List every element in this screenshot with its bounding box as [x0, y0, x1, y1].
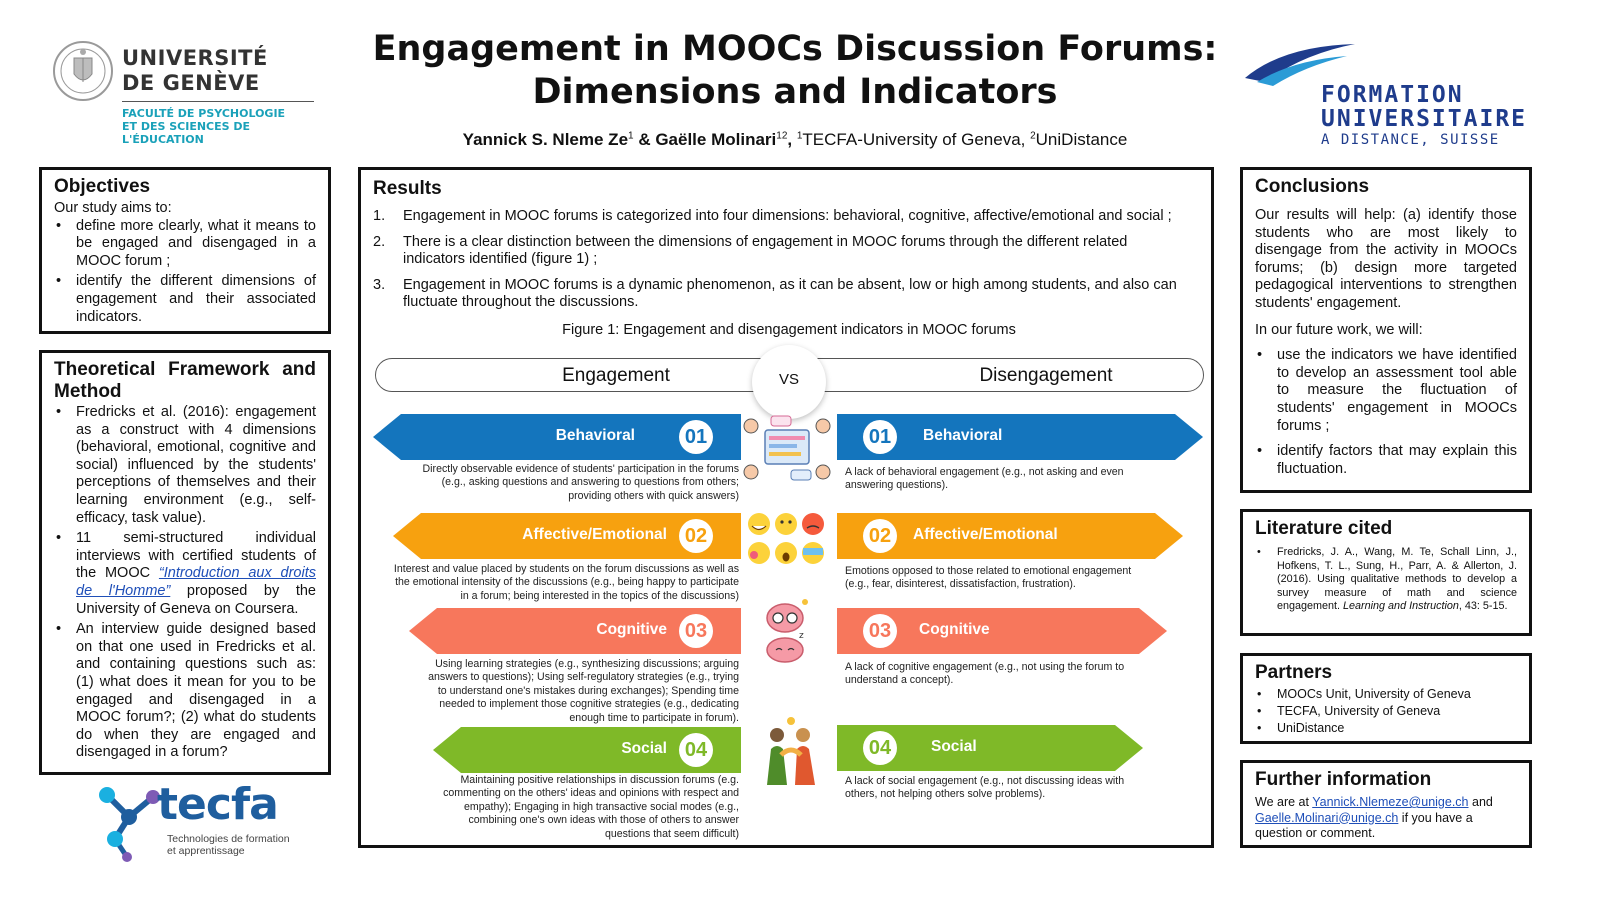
theory-item: • An interview guide designed based on that one used in Fredricks et al. and containing questions such as: (1) what does it mean for you to be engaged and disengaged in a MOOC forum?; (2) what do students do when they are engaged and disengaged in a forum?	[54, 621, 316, 762]
partners-heading: Partners	[1255, 662, 1333, 683]
fuds-line1: FORMATION	[1321, 82, 1464, 108]
further-info-text	[1255, 795, 1517, 842]
unige-logo	[52, 40, 322, 146]
reference-journal: Learning and Instruction	[1343, 600, 1459, 613]
affiliation-2: UniDistance	[1035, 130, 1128, 149]
theory-panel	[39, 350, 331, 775]
disengagement-desc-social: A lack of social engagement (e.g., not discussing ideas with others, not helping others solve problems).	[845, 775, 1125, 801]
engagement-banner-behavioral	[373, 414, 741, 460]
dimension-label: Social	[621, 740, 667, 757]
brain-icon	[763, 598, 811, 664]
result-text: Engagement in MOOC forums is categorized into four dimensions: behavioral, cognitive, affective/emotional and social ;	[403, 208, 1172, 224]
unige-name-line2: DE GENÈVE	[122, 71, 260, 95]
dimension-label: Behavioral	[555, 427, 635, 444]
result-item	[373, 208, 1193, 226]
literature-list	[1255, 546, 1517, 614]
author-2-affiliation: 12	[776, 130, 788, 142]
theory-heading: Theoretical Framework and Method	[54, 359, 316, 402]
author-1: Yannick S. Nleme Ze	[462, 130, 629, 149]
figure-caption: Figure 1: Engagement and disengagement indicators in MOOC forums	[562, 322, 1016, 338]
tecfa-logo	[95, 779, 295, 863]
svg-text:z: z	[799, 631, 804, 641]
author-separator: &	[633, 130, 656, 149]
objectives-panel	[39, 167, 331, 334]
vs-badge: VS	[752, 345, 826, 419]
disengagement-banner-cognitive	[837, 608, 1167, 654]
dimension-number: 03	[863, 614, 897, 648]
theory-item2-text: 11 semi-structured individual interviews with certified students of the MOOC	[76, 530, 316, 582]
poster-title-line1: Engagement in MOOCs Discussion Forums:	[372, 29, 1218, 69]
disengagement-desc-behavioral: A lack of behavioral engagement (e.g., not asking and even answering questions).	[845, 466, 1124, 492]
tecfa-subtitle-line2: et apprentissage	[167, 845, 245, 857]
fuds-line3: A DISTANCE, SUISSE	[1321, 132, 1500, 148]
unige-divider	[122, 101, 314, 102]
engagement-banner-social	[433, 727, 741, 773]
theory-item2-tail: proposed by the University of Geneva on Coursera.	[76, 582, 316, 617]
result-item	[373, 277, 1193, 312]
engagement-banner-cognitive	[409, 608, 741, 654]
affiliation-2-marker: 2	[1030, 130, 1036, 142]
engagement-desc-affective: Interest and value placed by students on the forum discussions as well as the emotional intensity of the discussions (e.g., being happy to participate in a forum; being interested in the topics of the discussions)	[393, 563, 739, 602]
dimension-number: 03	[679, 614, 713, 648]
dimension-label: Affective/Emotional	[913, 526, 1058, 543]
dimension-number: 02	[679, 519, 713, 553]
conclusion-item: • use the indicators we have identified to develop an assessment tool able to measure the fluctuation of students' engagement in MOOCs forums ;	[1255, 347, 1517, 435]
poster-title	[360, 28, 1230, 114]
theory-list	[54, 404, 316, 762]
disengagement-desc-affective: Emotions opposed to those related to emotional engagement (e.g., fear, disinterest, dissatisfaction, frustration).	[845, 565, 1132, 591]
engagement-desc-cognitive: Using learning strategies (e.g., synthesizing discussions; arguing answers to questions); Using self-regulatory strategies (e.g., trying to understand one's mistakes during exchanges); Spending time needed to implement those cognitive strategies (e.g., dedicating enough time to participate in forum).	[428, 658, 739, 724]
author-2: Gaëlle Molinari	[655, 130, 777, 149]
disengagement-desc-cognitive: A lack of cognitive engagement (e.g., not using the forum to understand a concept).	[845, 661, 1125, 687]
dimension-label: Behavioral	[923, 427, 1003, 444]
unige-name-line1: UNIVERSITÉ	[122, 46, 268, 70]
disengagement-label: Disengagement	[979, 365, 1113, 386]
conclusion-item: • identify factors that may explain this fluctuation.	[1255, 443, 1517, 478]
result-text: There is a clear distinction between the dimensions of engagement in MOOC forums through the different related indicators identified (figure 1) ;	[403, 233, 1128, 268]
literature-heading: Literature cited	[1255, 518, 1393, 539]
dimension-label: Cognitive	[596, 621, 667, 638]
conclusions-heading: Conclusions	[1255, 176, 1370, 197]
affiliation-1: TECFA-University of Geneva,	[802, 130, 1031, 149]
dimension-number: 02	[863, 519, 897, 553]
email-link-2[interactable]: Gaelle.Molinari@unige.ch	[1255, 810, 1399, 825]
conclusions-future-intro: In our future work, we will:	[1255, 321, 1423, 338]
further-info-mid: and	[1468, 795, 1493, 809]
dimension-number: 01	[679, 420, 713, 454]
engagement-label: Engagement	[562, 365, 670, 386]
objective-item: • identify the different dimensions of engagement and their associated indicators.	[54, 273, 316, 326]
emotion-emojis-icon	[745, 510, 829, 568]
affiliation-1-marker: 1	[796, 130, 803, 142]
disengagement-banner-behavioral	[837, 414, 1203, 460]
result-number: 3.	[373, 276, 386, 293]
results-panel	[358, 167, 1214, 848]
objectives-list	[54, 218, 316, 327]
objective-item: • define more clearly, what it means to be engaged and disengaged in a MOOC forum ;	[54, 218, 316, 271]
literature-panel	[1240, 509, 1532, 636]
fuds-swoosh-icon	[1243, 38, 1363, 88]
partners-list	[1255, 686, 1517, 737]
result-item	[373, 234, 1193, 269]
further-info-heading: Further information	[1255, 769, 1432, 790]
results-list	[373, 208, 1193, 320]
tecfa-subtitle-line1: Technologies de formation	[167, 833, 290, 845]
further-info-panel	[1240, 760, 1532, 848]
partner-item: • TECFA, University of Geneva	[1255, 703, 1517, 720]
reference-item	[1255, 546, 1517, 614]
teamwork-people-icon	[763, 715, 819, 791]
theory-item	[54, 530, 316, 618]
poster-authors	[360, 130, 1230, 150]
mooc-link[interactable]: “Introduction aux droits de l'Homme”	[76, 565, 316, 599]
theory-item: • Fredricks et al. (2016): engagement as a construct with 4 dimensions (behavioral, emotional, cognitive and social) influenced by the students' perceptions of themselves and their learning environment (e.g., self-efficacy, task value).	[54, 404, 316, 527]
reference-pages: , 43: 5-15.	[1458, 600, 1508, 613]
result-number: 1.	[373, 208, 386, 224]
reference-text: Fredricks, J. A., Wang, M. Te, Schall Linn, J., Hofkens, T. L., Sung, H., Parr, A. & Allerton, J. (2016). Using qualitative methods to develop a survey measure of math and science engagement.	[1277, 546, 1517, 613]
result-number: 2.	[373, 233, 386, 250]
dimension-number: 04	[679, 733, 713, 767]
unige-faculty-line2: ET DES SCIENCES DE L'ÉDUCATION	[122, 120, 251, 146]
dimension-label: Cognitive	[919, 621, 990, 638]
engagement-desc-social: Maintaining positive relationships in discussion forums (e.g. commenting on the others' ideas and opinions with respect and empathy); Engaging in high transactive social modes (e.g., combining one's own ideas with those of others to answer questions that seem difficult)	[443, 774, 739, 840]
tecfa-wordmark: tecfa	[157, 779, 278, 830]
fuds-logo	[1243, 38, 1543, 153]
objectives-heading: Objectives	[54, 176, 151, 197]
dimension-label: Affective/Emotional	[522, 526, 667, 543]
dimension-number: 01	[863, 420, 897, 454]
partner-item: • MOOCs Unit, University of Geneva	[1255, 686, 1517, 703]
conclusions-panel	[1240, 167, 1532, 493]
further-info-post: if you have a question or comment.	[1255, 810, 1473, 840]
tecfa-network-icon	[95, 783, 161, 863]
email-link-1[interactable]: Yannick.Nlemeze@unige.ch	[1312, 795, 1469, 809]
author-comma: ,	[787, 130, 797, 149]
poster-title-line2: Dimensions and Indicators	[532, 72, 1058, 112]
fuds-line2: UNIVERSITAIRE	[1321, 106, 1528, 132]
unige-faculty-line1: FACULTÉ DE PSYCHOLOGIE	[122, 107, 286, 120]
unige-seal-icon	[52, 40, 114, 102]
forum-discussion-icon	[741, 414, 833, 486]
partners-panel	[1240, 653, 1532, 744]
conclusions-list	[1255, 347, 1517, 478]
author-1-affiliation: 1	[628, 130, 634, 142]
dimension-label: Social	[931, 738, 977, 755]
disengagement-banner-social	[837, 725, 1143, 771]
further-info-pre: We are at	[1255, 795, 1313, 809]
engagement-desc-behavioral: Directly observable evidence of students' participation in the forums (e.g., asking questions and answering to questions from others; providing others with quick answers)	[422, 463, 739, 502]
results-heading: Results	[373, 178, 442, 199]
objectives-intro: Our study aims to:	[54, 200, 172, 216]
partner-item: • UniDistance	[1255, 720, 1517, 737]
result-text: Engagement in MOOC forums is a dynamic phenomenon, as it can be absent, low or high among students, and also can fluctuate throughout the discussions.	[403, 276, 1177, 311]
conclusions-paragraph: Our results will help: (a) identify those students who are most likely to disengage from the activity in MOOCs forums; (b) design more targeted pedagogical interventions to strengthen students' engagement.	[1255, 207, 1517, 311]
disengagement-banner-affective	[837, 513, 1183, 559]
dimension-number: 04	[863, 731, 897, 765]
engagement-banner-affective	[393, 513, 741, 559]
